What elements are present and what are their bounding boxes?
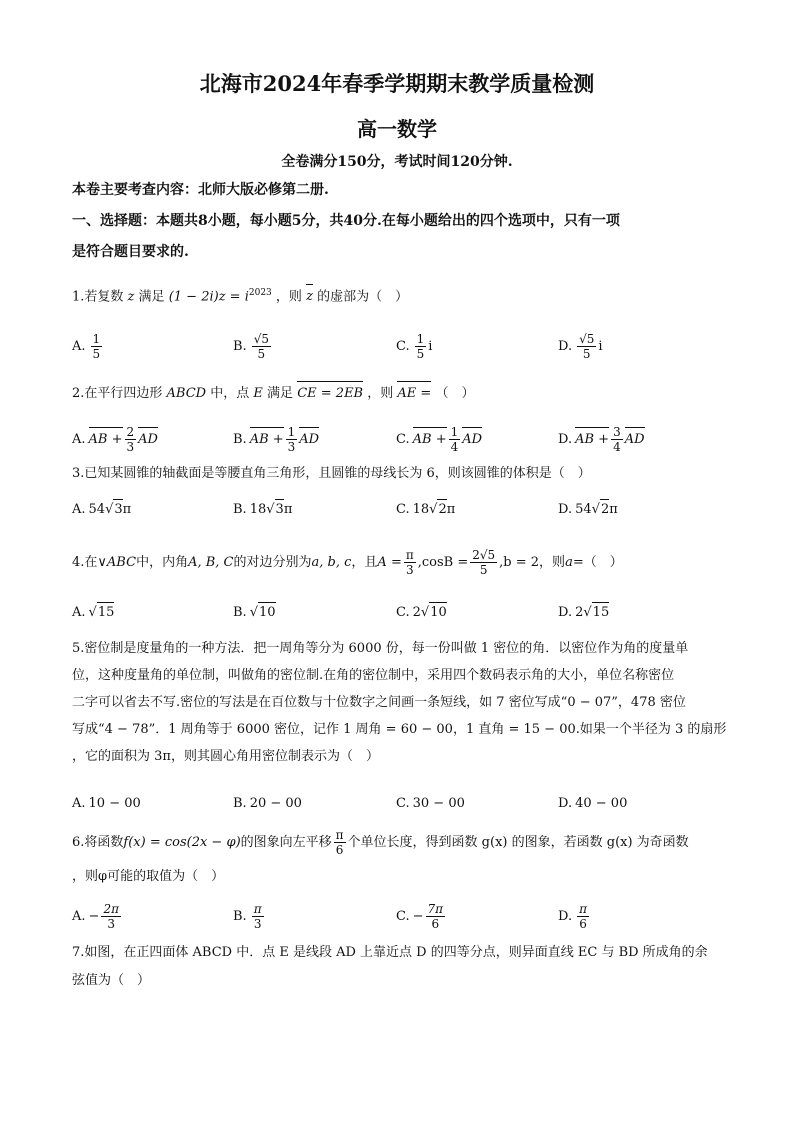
option-text: 30 − 00 xyxy=(412,796,465,811)
q2-option-d[interactable] xyxy=(558,425,645,454)
q1-pre: 1.若复数 xyxy=(72,289,124,305)
coefficient: 18 xyxy=(412,501,430,517)
q2-option-a[interactable] xyxy=(72,425,158,454)
vector-ab: AB + xyxy=(89,430,123,450)
q4-sides: a, b, c xyxy=(311,554,352,570)
fraction xyxy=(91,332,103,361)
fraction xyxy=(404,548,416,577)
fraction xyxy=(252,902,264,931)
numerator: √5 xyxy=(253,332,269,346)
q3-option-b[interactable]: B. 18 √ 3 π xyxy=(233,499,292,520)
q1-option-a[interactable] xyxy=(72,332,104,361)
q1-mid: 满足 xyxy=(138,289,165,305)
q2-vector-ae: AE = xyxy=(397,384,431,404)
q4-option-d[interactable]: D. 2 √ 15 xyxy=(558,602,609,623)
numerator: 2 xyxy=(126,425,135,439)
vector-ad: AD xyxy=(625,430,645,450)
numerator: 1 xyxy=(416,332,425,346)
radicand: 3 xyxy=(113,499,122,520)
q4-angles: A, B, C xyxy=(188,554,234,570)
q4-a-eq: A = xyxy=(377,554,402,570)
numerator: π xyxy=(335,828,344,842)
option-text: 40 − 00 xyxy=(575,796,628,811)
q1-post: ，则 xyxy=(275,289,302,305)
q3-option-a[interactable]: A. 54 √ 3 π xyxy=(72,499,131,520)
fraction xyxy=(426,902,446,931)
exam-subject: 高一数学 xyxy=(357,117,437,141)
question-2-stem xyxy=(72,384,732,404)
q5-option-d[interactable] xyxy=(558,794,627,814)
option-label: C. xyxy=(396,431,410,447)
denominator: 3 xyxy=(405,563,414,577)
fraction xyxy=(286,425,298,454)
denominator: 3 xyxy=(107,917,116,931)
denominator: 4 xyxy=(613,440,621,454)
q5-line: ，它的面积为 3π，则其圆心角用密位制表示为（ ） xyxy=(72,749,379,764)
option-label: D. xyxy=(558,431,573,447)
section1-heading-line1: 一、选择题：本题共8小题，每小题5分，共40分.在每小题给出的四个选项中，只有一项 xyxy=(72,213,620,229)
option-label: B. xyxy=(233,908,247,924)
vector-ab: AB + xyxy=(575,430,609,450)
vector-ad: AD xyxy=(138,430,158,450)
fraction xyxy=(449,425,461,454)
q4-option-b[interactable]: B. √ 10 xyxy=(233,602,276,623)
q6-post: 个单位长度，得到函数 g(x) 的图象，若函数 g(x) 为奇函数 xyxy=(347,834,689,850)
option-label: B. xyxy=(233,604,247,620)
option-label: A. xyxy=(72,338,86,354)
option-tail: π xyxy=(446,501,456,517)
denominator: 5 xyxy=(582,347,591,361)
option-text: 20 − 00 xyxy=(249,796,302,811)
q1-z: z xyxy=(127,289,135,305)
option-label: D. xyxy=(558,604,573,620)
numerator: π xyxy=(253,902,262,916)
q1-equation: (1 − 2i)z = i xyxy=(168,289,249,305)
q6-mid: 的图象向左平移 xyxy=(240,834,332,850)
option-label: D. xyxy=(558,908,573,924)
q6-option-d[interactable] xyxy=(558,902,591,931)
q2-abcd: ABCD xyxy=(166,386,207,401)
radicand: 10 xyxy=(258,602,276,623)
option-label: D. xyxy=(558,796,573,811)
q6-option-c[interactable] xyxy=(396,902,447,931)
option-label: C. xyxy=(396,908,410,924)
option-label: D. xyxy=(558,338,573,354)
q4-post2: =（ ） xyxy=(572,554,623,570)
radicand: 15 xyxy=(97,602,115,623)
q2-option-c[interactable] xyxy=(396,425,482,454)
fraction xyxy=(125,425,137,454)
option-label: C. xyxy=(396,604,410,620)
q2-option-b[interactable] xyxy=(233,425,319,454)
fraction xyxy=(577,902,589,931)
q6-pre: 6.将函数 xyxy=(72,834,124,850)
section1-heading-line2: 是符合题目要求的. xyxy=(72,244,189,260)
q6-function: f(x) = cos(2x − φ) xyxy=(123,834,241,850)
numerator: 1 xyxy=(287,425,296,439)
option-tail: π xyxy=(283,501,293,517)
option-label: B. xyxy=(233,338,247,354)
q1-option-c[interactable] xyxy=(396,332,432,361)
fraction xyxy=(611,425,623,454)
q4-cos: ,cosB = xyxy=(417,554,469,570)
denominator: 4 xyxy=(450,440,459,454)
q5-line: 写成“4 − 78”．1 周角等于 6000 密位，记作 1 周角 = 60 − 00，1 直角 = 15 − 00.如果一个半径为 3 的扇形 xyxy=(72,722,727,737)
numerator: 3 xyxy=(613,425,621,439)
numerator: 1 xyxy=(450,425,459,439)
option-label: A. xyxy=(72,796,86,811)
q5-option-b[interactable] xyxy=(233,794,302,814)
radicand: 10 xyxy=(429,602,447,623)
denominator: 6 xyxy=(335,843,344,857)
option-label: A. xyxy=(72,908,86,924)
fraction xyxy=(101,902,121,931)
vector-ad: AD xyxy=(462,430,482,450)
radicand: 2 xyxy=(437,499,446,520)
q2-post2: （ ） xyxy=(435,386,475,401)
numerator: √5 xyxy=(579,332,595,346)
numerator: 1 xyxy=(92,332,101,346)
q5-line: 位，这种度量角的单位制，叫做角的密位制.在角的密位制中，采用四个数码表示角的大小，单位名称密位 xyxy=(72,668,675,683)
option-label: C. xyxy=(396,338,410,354)
q4-post: ，则 xyxy=(539,554,566,570)
question-4-stem xyxy=(72,548,732,577)
q5-line: 5.密位制是度量角的一种方法．把一周角等分为 6000 份，每一份叫做 1 密位的角．以密位作为角的度量单 xyxy=(72,641,689,656)
q2-pre: 2.在平行四边形 xyxy=(72,386,163,401)
vector-ab: AB + xyxy=(250,430,284,450)
q2-vector-equation: CE = 2EB xyxy=(297,384,363,404)
denominator: 6 xyxy=(579,917,587,931)
fraction xyxy=(577,332,596,361)
q3-option-c[interactable]: C. 18 √ 2 π xyxy=(396,499,455,520)
fraction xyxy=(252,332,271,361)
option-label: B. xyxy=(233,796,247,811)
fraction xyxy=(415,332,427,361)
question-1-stem xyxy=(72,283,732,307)
q1-option-b[interactable] xyxy=(233,332,273,361)
q2-post: ，则 xyxy=(367,386,394,401)
coefficient: 2 xyxy=(575,604,584,620)
vector-ab: AB + xyxy=(413,430,447,450)
q4-triangle: ∨ABC xyxy=(97,554,137,570)
option-label: B. xyxy=(233,431,247,447)
option-sign: − xyxy=(88,908,100,924)
q6-option-b[interactable] xyxy=(233,902,266,931)
radicand: 3 xyxy=(275,499,284,520)
q3-option-d[interactable]: D. 54 √ 2 π xyxy=(558,499,618,520)
radicand: 15 xyxy=(592,602,610,623)
q1-exponent: 2023 xyxy=(248,288,272,298)
denominator: 5 xyxy=(92,347,101,361)
numerator: 7π xyxy=(427,902,444,916)
q6-option-a[interactable] xyxy=(72,902,123,931)
question-6-line2: ，则φ可能的取值为（ ） xyxy=(72,869,225,884)
q2-mid: 中，点 xyxy=(210,386,250,401)
fraction xyxy=(334,828,346,857)
q2-e: E xyxy=(253,386,263,401)
question-5-stem xyxy=(72,635,732,770)
option-label: B. xyxy=(233,501,247,517)
q1-option-d[interactable] xyxy=(558,332,603,361)
option-label: A. xyxy=(72,501,86,517)
coefficient: 2 xyxy=(412,604,421,620)
denominator: 3 xyxy=(126,440,135,454)
denominator: 5 xyxy=(257,347,266,361)
coefficient: 54 xyxy=(88,501,106,517)
vector-ad: AD xyxy=(299,430,319,450)
question-7-line2: 弦值为（ ） xyxy=(72,973,151,988)
numerator: π xyxy=(405,548,414,562)
q5-option-c[interactable] xyxy=(396,794,465,814)
option-text: 10 − 00 xyxy=(88,796,141,811)
denominator: 5 xyxy=(416,347,425,361)
option-label: A. xyxy=(72,604,86,620)
denominator: 3 xyxy=(253,917,262,931)
q5-option-a[interactable] xyxy=(72,794,141,814)
q4-pre: 4.在 xyxy=(72,554,98,570)
numerator: 2π xyxy=(103,902,119,916)
option-tail: π xyxy=(609,501,618,517)
option-label: C. xyxy=(396,796,410,811)
q4-a: a xyxy=(565,554,573,570)
exam-title: 北海市2024年春季学期期末教学质量检测 xyxy=(199,71,595,96)
fraction xyxy=(470,548,497,577)
q5-line: 二字可以省去不写.密位的写法是在百位数与十位数字之间画一条短线，如 7 密位写成“0 − 07”，478 密位 xyxy=(72,695,686,710)
q4-mid: 中，内角 xyxy=(136,554,189,570)
question-6-stem xyxy=(72,828,732,857)
q4-b: ,b = 2 xyxy=(499,554,540,570)
option-tail: π xyxy=(122,501,132,517)
coefficient: 18 xyxy=(249,501,267,517)
option-tail: i xyxy=(428,338,433,354)
exam-info: 全卷满分150分，考试时间120分钟. xyxy=(281,154,513,170)
coefficient: 54 xyxy=(575,501,592,517)
question-3-stem: 3.已知某圆锥的轴截面是等腰直角三角形，且圆锥的母线长为 6，则该圆锥的体积是（ ） xyxy=(72,466,591,481)
option-label: A. xyxy=(72,431,86,447)
exam-scope: 本卷主要考查内容：北师大版必修第二册. xyxy=(72,182,329,198)
question-7-line1: 7.如图，在正四面体 ABCD 中．点 E 是线段 AD 上靠近点 D 的四等分点，则异面直线 EC 与 BD 所成角的余 xyxy=(72,945,708,960)
q2-mid2: 满足 xyxy=(267,386,294,401)
q4-mid3: ，且 xyxy=(351,554,378,570)
q4-option-a[interactable]: A. √ 15 xyxy=(72,602,114,623)
option-tail: i xyxy=(598,338,603,354)
option-label: D. xyxy=(558,501,573,517)
denominator: 5 xyxy=(479,563,488,577)
q4-mid2: 的对边分别为 xyxy=(233,554,312,570)
denominator: 3 xyxy=(287,440,296,454)
numerator: π xyxy=(579,902,587,916)
radicand: 2 xyxy=(600,499,609,520)
q4-option-c[interactable]: C. 2 √ 10 xyxy=(396,602,447,623)
q1-post2: 的虚部为（ ） xyxy=(317,289,409,305)
denominator: 6 xyxy=(431,917,440,931)
q1-zbar: z xyxy=(306,287,313,307)
numerator: 2√5 xyxy=(472,548,496,562)
option-label: C. xyxy=(396,501,410,517)
option-sign: − xyxy=(412,908,424,924)
